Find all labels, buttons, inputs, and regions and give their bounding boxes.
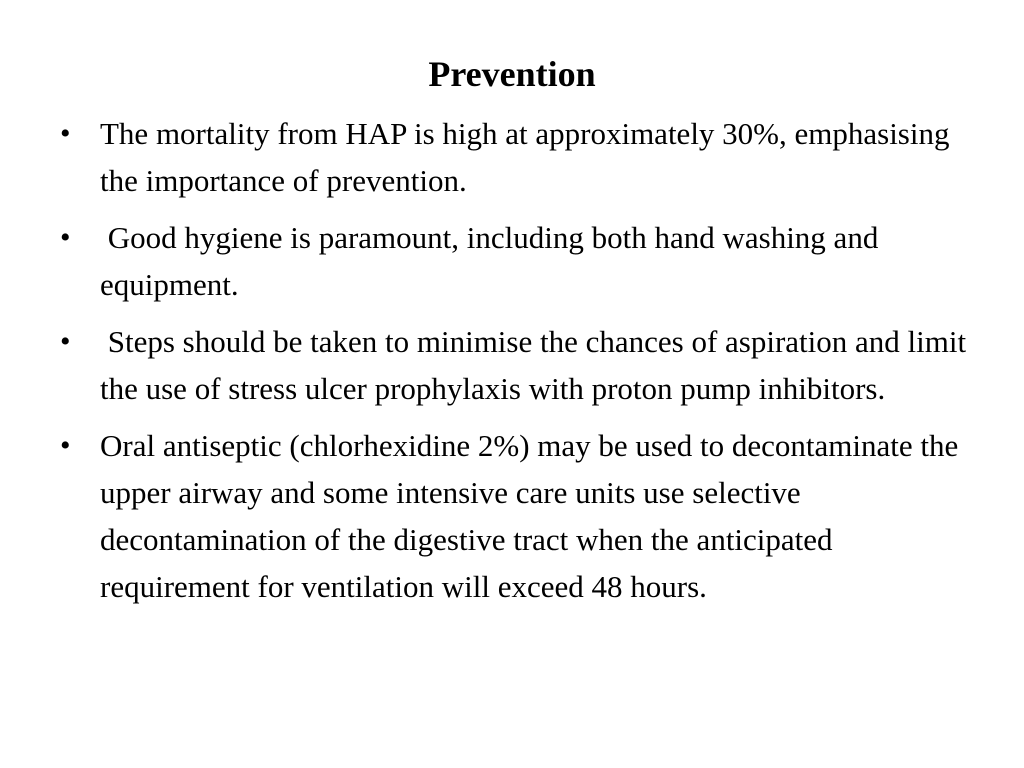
bullet-text: The mortality from HAP is high at approximately 30%, emphasising the importance of prevention. <box>100 116 958 198</box>
bullet-icon: • <box>60 325 71 358</box>
bullet-icon: • <box>60 429 71 462</box>
bullet-item <box>60 214 970 308</box>
slide-title: Prevention <box>428 54 596 94</box>
bullet-icon: • <box>60 221 71 254</box>
bullet-icon: • <box>60 117 71 150</box>
bullet-item <box>60 110 970 204</box>
bullet-item <box>60 422 970 610</box>
bullet-item <box>60 318 974 412</box>
bullet-text: Good hygiene is paramount, including both hand washing and equipment. <box>100 220 887 302</box>
bullet-list <box>60 110 974 620</box>
bullet-text: Oral antiseptic (chlorhexidine 2%) may be used to decontaminate the upper airway and some intensive care units use selective decontamination of the digestive tract when the anticipated requirement for ventilation will exceed 48 hours. <box>100 428 966 604</box>
bullet-text: Steps should be taken to minimise the chances of aspiration and limit the use of stress ulcer prophylaxis with proton pump inhibitors. <box>100 324 974 406</box>
